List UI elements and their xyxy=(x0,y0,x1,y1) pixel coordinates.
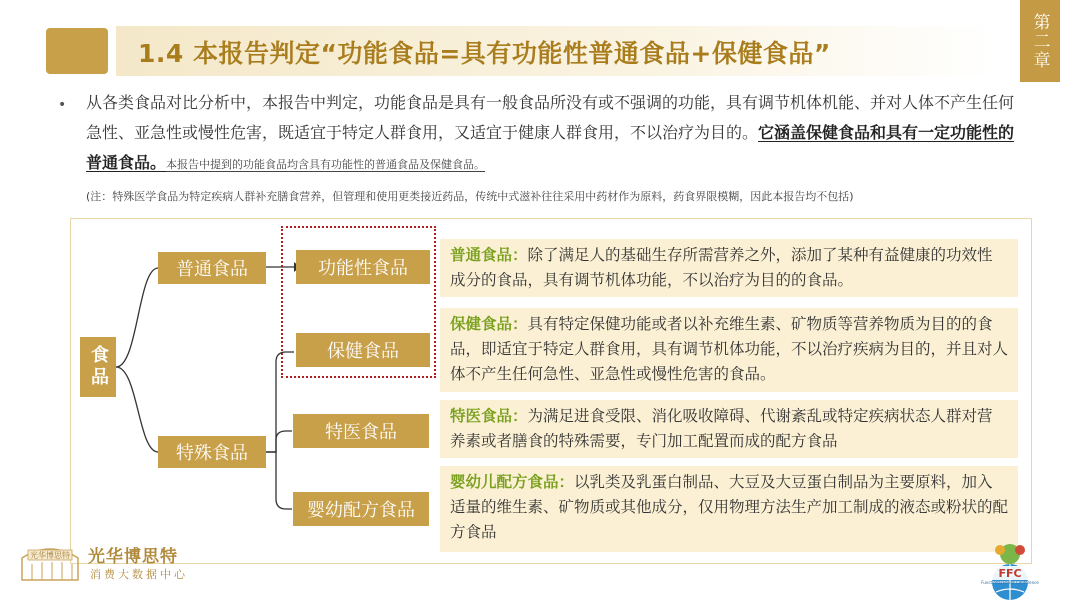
desc-medical-food xyxy=(440,400,1018,458)
brand-subtitle: 消费大数据中心 xyxy=(90,568,188,581)
node-infant-formula: 婴幼配方食品 xyxy=(293,492,429,526)
desc-medical-label: 特医食品： xyxy=(450,407,528,425)
connector-root-special xyxy=(116,367,158,452)
ffc-logo-icon xyxy=(976,540,1044,602)
desc-ordinary-food xyxy=(440,239,1018,297)
page-title: 1.4 本报告判定“功能食品=具有功能性普通食品+保健食品” xyxy=(138,39,831,68)
ffc-logo-caption: Functional Foods Conference xyxy=(981,580,1039,585)
desc-health-food xyxy=(440,308,1018,392)
node-ordinary-food: 普通食品 xyxy=(158,252,266,284)
node-food-root: 食品 xyxy=(80,337,116,397)
bullet-dot: • xyxy=(58,97,67,113)
brand-logo-badge-text: 光华博思特 xyxy=(30,551,70,560)
brand-logo-icon xyxy=(18,540,82,584)
node-medical-food: 特医食品 xyxy=(293,414,429,448)
ffc-logo-text: FFC xyxy=(998,567,1022,580)
connector-special-medical xyxy=(266,431,292,452)
desc-ordinary-label: 普通食品： xyxy=(450,246,528,264)
chapter-tab: 第二章 xyxy=(1020,0,1060,82)
connector-root-ordinary xyxy=(116,268,158,367)
desc-infant-label: 婴幼儿配方食品： xyxy=(450,473,575,491)
intro-emphasis-text: 它涵盖保健食品和具有一定功能性的普通食品。 xyxy=(86,123,1015,172)
desc-medical-text: 为满足进食受限、消化吸收障碍、代谢紊乱或特定疾病状态人群对营养素或者膳食的特殊需要，专门加工配置而成的配方食品 xyxy=(450,407,993,450)
desc-health-label: 保健食品： xyxy=(450,315,528,333)
node-special-food: 特殊食品 xyxy=(158,436,266,468)
intro-main-text: 从各类食品对比分析中，本报告中判定，功能食品是具有一般食品所没有或不强调的功能，具有调节机体机能、并对人体不产生任何急性、亚急性或慢性危害，既适宜于特定人群食用，又适宜于健康人群食用，不以治疗为目的。 xyxy=(86,93,1015,142)
connector-special-infant xyxy=(266,452,292,509)
desc-ordinary-text: 除了满足人的基础生存所需营养之外，添加了某种有益健康的功效性成分的食品，具有调节机体功能，不以治疗为目的的食品。 xyxy=(450,246,993,289)
node-health-food: 保健食品 xyxy=(296,333,430,367)
desc-health-text: 具有特定保健功能或者以补充维生素、矿物质等营养物质为目的的食品，即适宜于特定人群食用，具有调节机体功能，不以治疗疾病为目的，并且对人体不产生任何急性、亚急性或慢性危害的食品。 xyxy=(450,315,1009,383)
brand-name: 光华博思特 xyxy=(88,547,178,567)
intro-small-text: 本报告中提到的功能食品均含具有功能性的普通食品及保健食品。 xyxy=(166,158,486,171)
desc-infant-formula xyxy=(440,466,1018,552)
desc-infant-text: 以乳类及乳蛋白制品、大豆及大豆蛋白制品为主要原料，加入适量的维生素、矿物质或其他成分，仅用物理方法生产加工制成的液态或粉状的配方食品 xyxy=(450,473,1009,541)
footnote: (注：特殊医学食品为特定疾病人群补充膳食营养，但管理和使用更类接近药品，传统中式滋补往往采用中药材作为原料，药食界限模糊，因此本报告均不包括) xyxy=(86,190,854,203)
node-functional-food: 功能性食品 xyxy=(296,250,430,284)
